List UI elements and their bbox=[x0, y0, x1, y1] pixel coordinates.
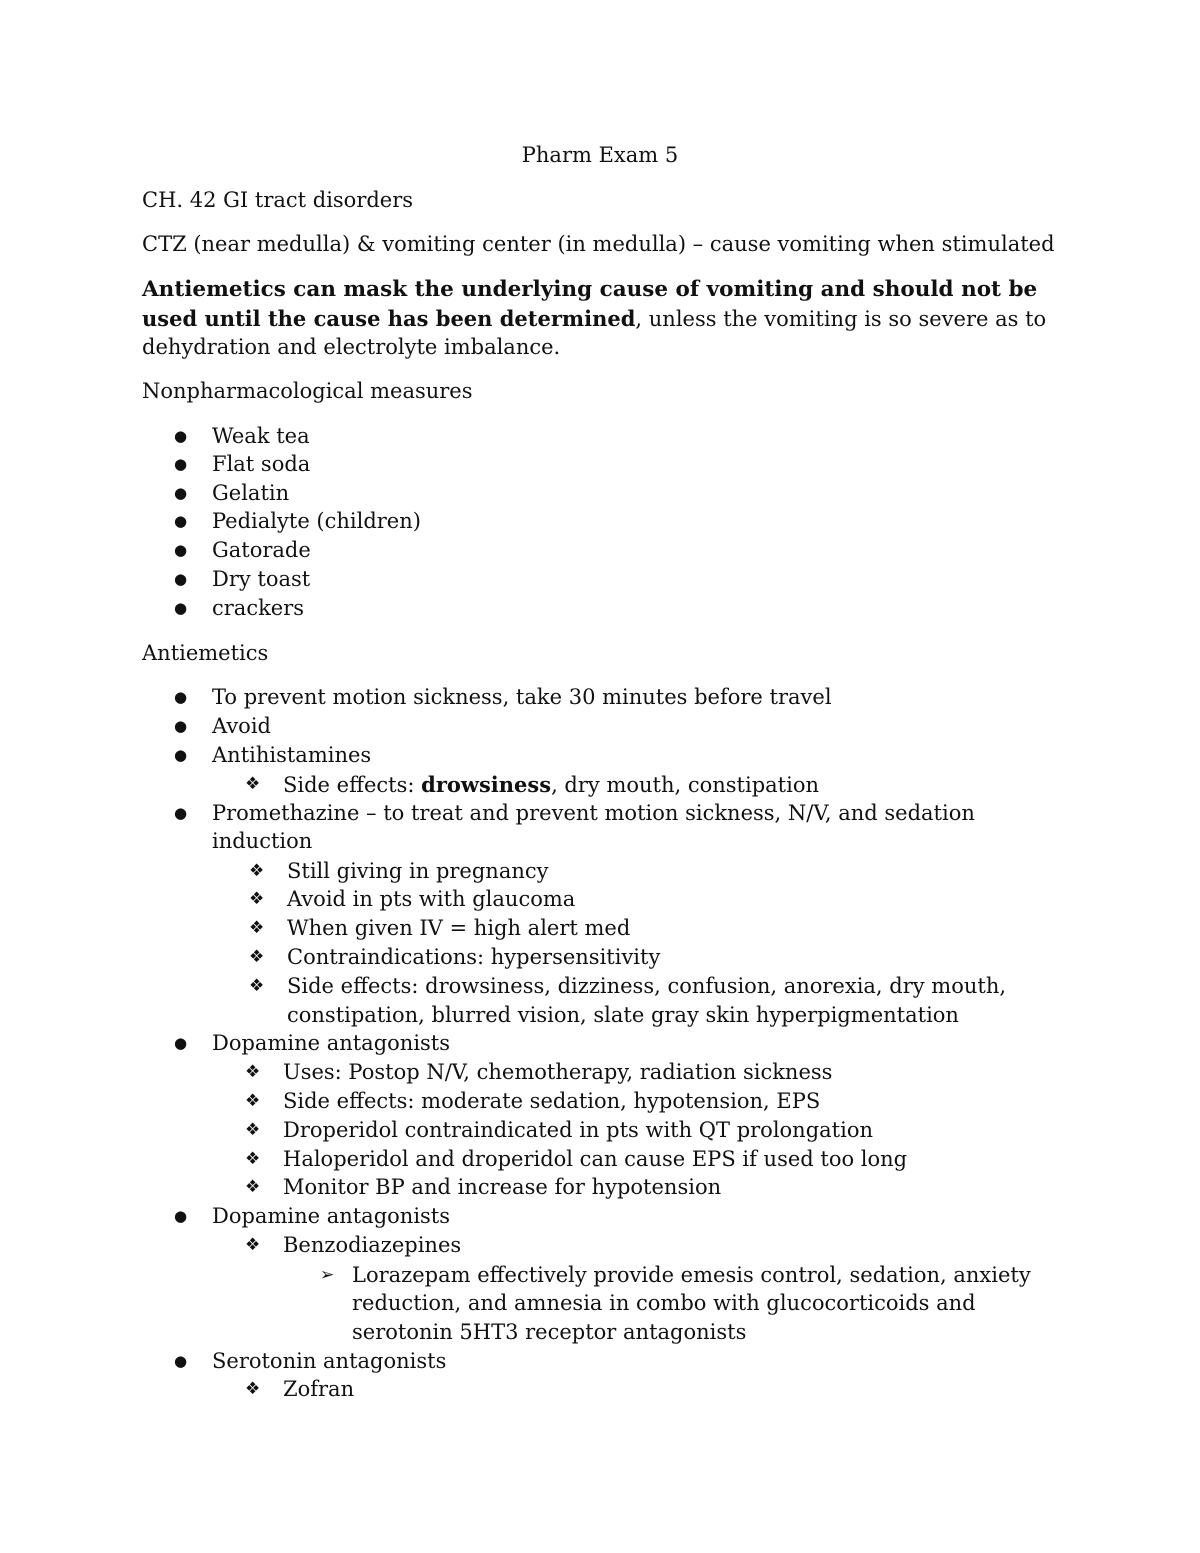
list-item: ● Flat soda bbox=[212, 450, 310, 479]
chapter-heading: CH. 42 GI tract disorders bbox=[142, 188, 414, 212]
list-item: ● Avoid bbox=[212, 712, 271, 741]
sub-list-item: ❖ Side effects: moderate sedation, hypotension, EPS bbox=[283, 1087, 820, 1116]
warning-rest-text: , unless the vomiting is so severe as to bbox=[635, 307, 1047, 331]
ctz-paragraph: CTZ (near medulla) & vomiting center (in medulla) – cause vomiting when stimulated bbox=[142, 232, 1055, 256]
bullet-icon: ● bbox=[174, 599, 188, 617]
bullet-icon: ● bbox=[174, 804, 188, 822]
sub-list-item: ❖ Haloperidol and droperidol can cause EPS if used too long bbox=[283, 1145, 907, 1174]
sub-list-item: ❖ Avoid in pts with glaucoma bbox=[287, 885, 575, 914]
list-item: ● Weak tea bbox=[212, 422, 310, 451]
bullet-icon: ● bbox=[174, 541, 188, 559]
warning-line-1: Antiemetics can mask the underlying cause of vomiting and should not be bbox=[142, 277, 1038, 302]
diamond-bullet-icon: ❖ bbox=[245, 1235, 261, 1255]
warning-line-2 bbox=[142, 304, 1046, 334]
bullet-icon: ● bbox=[174, 1034, 188, 1052]
diamond-bullet-icon: ❖ bbox=[249, 918, 265, 938]
list-item: ● Pedialyte (children) bbox=[212, 507, 421, 536]
diamond-bullet-icon: ❖ bbox=[245, 1091, 261, 1111]
list-item: ● Dry toast bbox=[212, 565, 310, 594]
list-item: ● Gatorade bbox=[212, 536, 311, 565]
sub-list-item: ❖ Benzodiazepines bbox=[283, 1231, 461, 1260]
list-item-continuation: induction bbox=[212, 829, 313, 853]
sub-list-item: ❖ Contraindications: hypersensitivity bbox=[287, 943, 660, 972]
bullet-icon: ● bbox=[174, 570, 188, 588]
sub-list-item: ❖ Side effects: drowsiness, dizziness, confusion, anorexia, dry mouth, bbox=[287, 972, 1006, 1001]
sub-sub-list-item-continuation: serotonin 5HT3 receptor antagonists bbox=[352, 1320, 747, 1344]
list-item: ● Antihistamines bbox=[212, 741, 371, 770]
sub-list-item: ❖ Droperidol contraindicated in pts with QT prolongation bbox=[283, 1116, 873, 1145]
list-item: ● Gelatin bbox=[212, 479, 289, 508]
sub-list-item: ❖ Still giving in pregnancy bbox=[287, 857, 549, 886]
bullet-icon: ● bbox=[174, 484, 188, 502]
sub-sub-list-item: ➢ Lorazepam effectively provide emesis control, sedation, anxiety bbox=[352, 1261, 1031, 1290]
sub-list-item-continuation: constipation, blurred vision, slate gray skin hyperpigmentation bbox=[287, 1003, 959, 1027]
bullet-icon: ● bbox=[174, 688, 188, 706]
warning-line-3: dehydration and electrolyte imbalance. bbox=[142, 335, 561, 359]
diamond-bullet-icon: ❖ bbox=[245, 1120, 261, 1140]
list-item: ● Promethazine – to treat and prevent motion sickness, N/V, and sedation bbox=[212, 799, 975, 828]
diamond-bullet-icon: ❖ bbox=[245, 774, 261, 794]
list-item: ● Serotonin antagonists bbox=[212, 1347, 446, 1376]
diamond-bullet-icon: ❖ bbox=[249, 947, 265, 967]
diamond-bullet-icon: ❖ bbox=[245, 1149, 261, 1169]
diamond-bullet-icon: ❖ bbox=[249, 976, 265, 996]
sub-list-item: ❖ Monitor BP and increase for hypotension bbox=[283, 1173, 721, 1202]
bullet-icon: ● bbox=[174, 1207, 188, 1225]
bullet-icon: ● bbox=[174, 455, 188, 473]
list-item: ● Dopamine antagonists bbox=[212, 1029, 450, 1058]
diamond-bullet-icon: ❖ bbox=[249, 861, 265, 881]
bullet-icon: ● bbox=[174, 746, 188, 764]
list-item: ● To prevent motion sickness, take 30 minutes before travel bbox=[212, 683, 832, 712]
diamond-bullet-icon: ❖ bbox=[245, 1177, 261, 1197]
bullet-icon: ● bbox=[174, 427, 188, 445]
diamond-bullet-icon: ❖ bbox=[245, 1062, 261, 1082]
bullet-icon: ● bbox=[174, 512, 188, 530]
list-item: ● crackers bbox=[212, 594, 304, 623]
arrow-bullet-icon: ➢ bbox=[320, 1265, 335, 1285]
bullet-icon: ● bbox=[174, 717, 188, 735]
warning-bold-text: used until the cause has been determined bbox=[142, 306, 636, 331]
sub-list-item: ❖ Zofran bbox=[283, 1375, 354, 1404]
nonpharm-heading: Nonpharmacological measures bbox=[142, 379, 473, 403]
diamond-bullet-icon: ❖ bbox=[245, 1379, 261, 1399]
sub-sub-list-item-continuation: reduction, and amnesia in combo with glucocorticoids and bbox=[352, 1291, 976, 1315]
list-item: ● Dopamine antagonists bbox=[212, 1202, 450, 1231]
bullet-icon: ● bbox=[174, 1352, 188, 1370]
diamond-bullet-icon: ❖ bbox=[249, 889, 265, 909]
sub-list-item: ❖ Side effects: drowsiness, dry mouth, constipation bbox=[245, 772, 819, 797]
page-title: Pharm Exam 5 bbox=[521, 143, 679, 167]
sub-list-item: ❖ Uses: Postop N/V, chemotherapy, radiation sickness bbox=[283, 1058, 832, 1087]
sub-list-item: ❖ When given IV = high alert med bbox=[287, 914, 630, 943]
antiemetics-heading: Antiemetics bbox=[142, 641, 269, 665]
